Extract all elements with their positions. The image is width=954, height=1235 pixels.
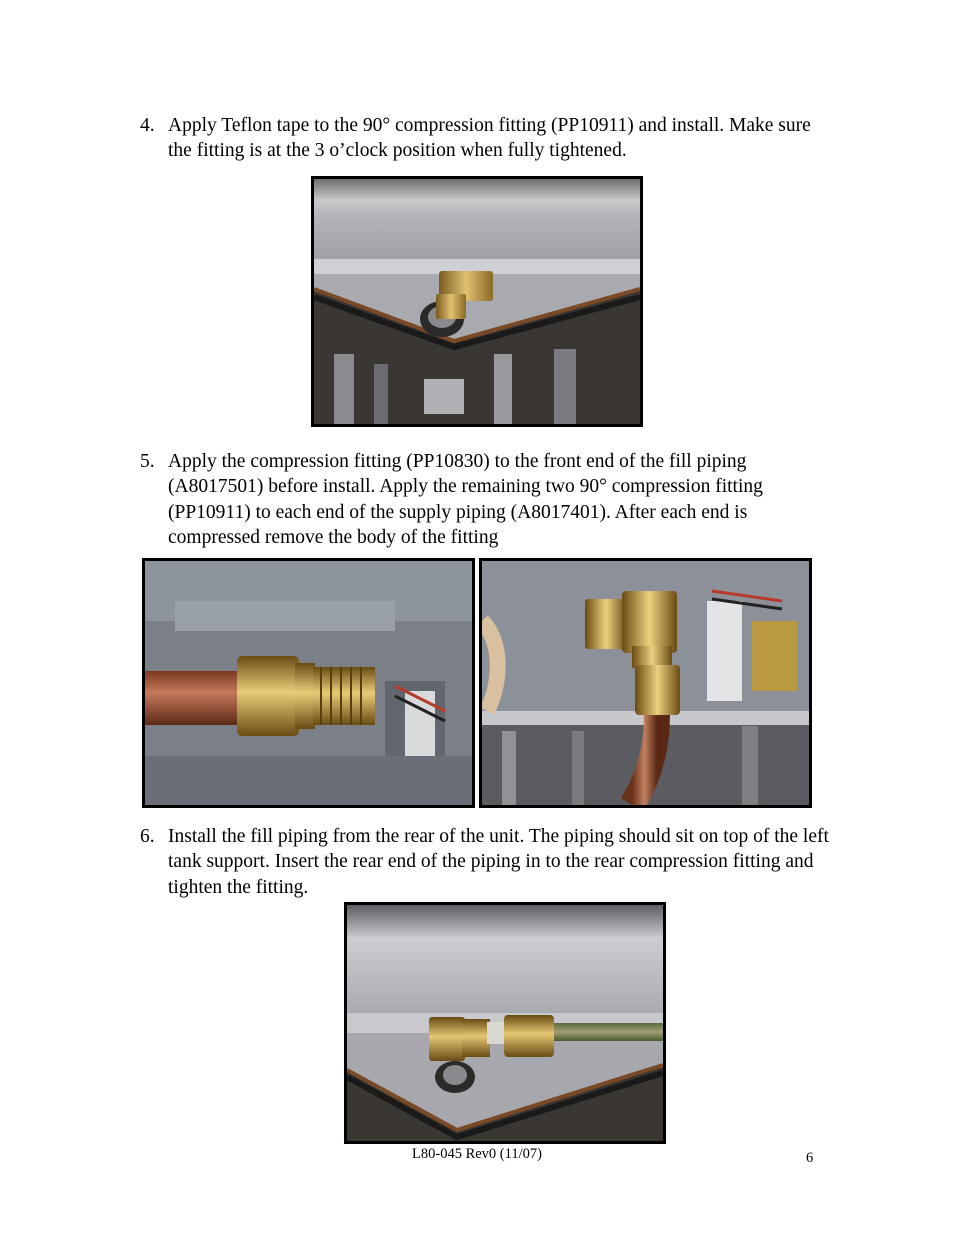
step-text: Apply Teflon tape to the 90° compression fitting (PP10911) and install. Make sure the fitting is at the 3 o’clock position when fully tightened. xyxy=(168,115,811,162)
step-number: 5. xyxy=(140,451,155,472)
photo-fill-piping-compression-fitting xyxy=(142,558,475,808)
document-code-footer: L80-045 Rev0 (11/07) xyxy=(412,1146,542,1162)
step-number: 6. xyxy=(140,826,155,847)
photo-elbow-fitting-installed xyxy=(311,176,643,427)
step-text: Install the fill piping from the rear of the unit. The piping should sit on top of the left tank support. Insert the rear end of the piping in to the rear compression fitting and tighten the fitting. xyxy=(168,826,829,898)
photo-fill-piping-installed xyxy=(344,902,666,1144)
photo-supply-piping-elbow-fitting xyxy=(479,558,812,808)
step-number: 4. xyxy=(140,115,155,136)
page-number: 6 xyxy=(806,1150,814,1166)
step-text: Apply the compression fitting (PP10830) to the front end of the fill piping (A8017501) before install. Apply the remaining two 90° compression fitting (PP10911) to each end of the supply piping (A8017401). After each end is compressed remove the body of the fitting xyxy=(168,451,763,548)
